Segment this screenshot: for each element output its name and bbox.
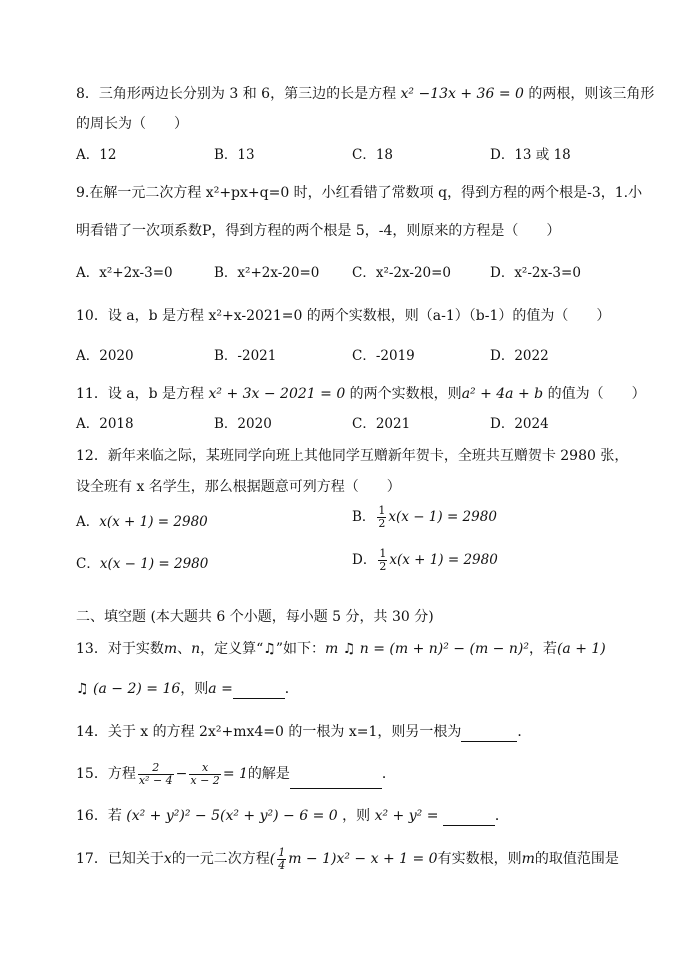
q12-option-d-fraction — [378, 548, 387, 573]
q16-end: ． — [494, 808, 509, 824]
q13-sep: 、 — [177, 641, 192, 657]
question-12-line-1: 12．新年来临之际，某班同学向班上其他同学互赠新年贺卡，全班共互赠贺卡 2980 张， — [76, 448, 629, 464]
question-17-line-1 — [76, 844, 634, 874]
q13-expression: (a + 1) — [556, 641, 606, 657]
q8-text-b: 的两根，则该三角形 — [523, 86, 655, 102]
section-2-heading: 二、填空题 (本大题共 6 个小题，每小题 5 分，共 30 分) — [76, 609, 434, 625]
q13-var-n: n — [191, 641, 201, 657]
q15-minus: − — [175, 766, 188, 782]
q13-answer-blank[interactable] — [233, 682, 285, 699]
q16-equation: (x² + y²)² − 5(x² + y²) − 6 = 0 — [126, 808, 338, 824]
question-12-line-2: 设全班有 x 名学生，那么根据题意可列方程（ ） — [76, 479, 401, 495]
fraction-denominator: x − 2 — [190, 773, 220, 787]
q12-option-c-equation: x(x − 1) = 2980 — [99, 556, 209, 572]
q12-option-c — [76, 554, 208, 574]
q17-end: 的取值范围是 — [534, 851, 619, 867]
q17-suffix: 有实数根，则 — [437, 851, 522, 867]
q9-option-c: C．x²-2x-20=0 — [352, 265, 452, 281]
q8-option-b: B．13 — [214, 147, 255, 163]
q11-text-a: 11．设 a，b 是方程 — [76, 386, 209, 402]
q17-prefix: 17．已知关于 — [76, 851, 164, 867]
q10-option-b: B．-2021 — [214, 348, 277, 364]
q11-option-a: A．2018 — [76, 416, 134, 432]
q17-mid: 的一元二次方程 — [171, 851, 270, 867]
q13-text-a: 13．对于实数 — [76, 641, 164, 657]
q9-option-d: D．x²-2x-3=0 — [490, 265, 581, 281]
q13-text-b: ，定义算“♫”如下： — [200, 641, 326, 657]
q13-line2-text: ，则 — [180, 681, 209, 697]
q16-prefix: 16．若 — [76, 808, 127, 824]
fraction-denominator: 2 — [378, 517, 386, 530]
q17-var-m: m — [521, 851, 535, 867]
q12-option-d — [352, 548, 498, 573]
q15-suffix: 的解是 — [247, 766, 290, 782]
q16-mid: ，则 — [337, 808, 375, 824]
q12-option-b-equation: x(x − 1) = 2980 — [388, 509, 497, 525]
fraction-denominator: x² − 4 — [138, 773, 173, 787]
fraction-numerator: 1 — [378, 504, 386, 517]
q17-open-paren: ( — [269, 851, 276, 867]
q11-expression: a² + 4a + b — [461, 386, 544, 402]
q8-option-a: A．12 — [76, 147, 117, 163]
q10-option-a: A．2020 — [76, 348, 134, 364]
question-10-line-1: 10．设 a，b 是方程 x²+x-2021=0 的两个实数根，则（a-1）（b-1）的值为（ ） — [76, 308, 611, 324]
q11-option-b: B．2020 — [214, 416, 272, 432]
fraction-numerator: 2 — [138, 762, 174, 775]
q13-var-a: a = — [208, 681, 233, 697]
fraction-numerator: 1 — [278, 845, 286, 859]
q12-option-a-label: A． — [76, 514, 100, 530]
q15-equals: = 1 — [222, 766, 248, 782]
q14-end: ． — [517, 724, 532, 740]
question-16-line-1 — [76, 806, 634, 826]
question-15-line-1 — [76, 759, 634, 789]
q8-equation: x² −13x + 36 = 0 — [400, 86, 524, 102]
q15-answer-blank[interactable] — [290, 766, 382, 789]
q9-option-b: B．x²+2x-20=0 — [214, 265, 320, 281]
q9-option-a: A．x²+2x-3=0 — [76, 265, 173, 281]
q11-option-c: C．2021 — [352, 416, 411, 432]
q16-answer-blank[interactable] — [443, 809, 495, 826]
q8-option-d: D．13 或 18 — [490, 147, 571, 163]
q8-option-c: C．18 — [352, 147, 394, 163]
fraction-denominator: 4 — [278, 858, 286, 872]
fraction-numerator: x — [189, 762, 220, 775]
q11-option-d: D．2024 — [490, 416, 549, 432]
q15-end: ． — [381, 766, 396, 782]
q13-var-m: m — [163, 641, 178, 657]
q16-expression: x² + y² = — [374, 808, 439, 824]
question-8-line-1 — [76, 84, 655, 104]
q12-option-b-label: B． — [352, 509, 376, 525]
q11-text-b: 的两个实数根，则 — [345, 386, 462, 402]
q13-text-c: ，若 — [528, 641, 557, 657]
fraction-numerator: 1 — [379, 547, 387, 560]
question-8-line-2: 的周长为（ ） — [76, 116, 188, 132]
question-13-line-2 — [76, 679, 634, 699]
q8-text-a: 8．三角形两边长分别为 3 和 6，第三边的长是方程 — [76, 86, 401, 102]
q13-definition: m ♫ n = (m + n)² − (m − n)² — [325, 641, 529, 657]
q11-text-c: 的值为（ ） — [543, 386, 646, 402]
q13-end: ． — [284, 681, 299, 697]
q13-line2-expression: ♫ (a − 2) = 16 — [76, 681, 181, 697]
q12-option-b — [352, 505, 497, 530]
q14-text: 14．关于 x 的方程 2x²+mx4=0 的一根为 x=1，则另一根为 — [76, 724, 462, 740]
question-13-line-1 — [76, 639, 634, 659]
q12-option-d-equation: x(x + 1) = 2980 — [389, 552, 498, 568]
q12-option-a — [76, 512, 208, 532]
fraction-denominator: 2 — [379, 560, 387, 573]
q12-option-c-label: C． — [76, 556, 100, 572]
q17-equation: m − 1)x² − x + 1 = 0 — [288, 851, 438, 867]
q14-answer-blank[interactable] — [461, 725, 517, 742]
q17-var-x: x — [163, 851, 172, 867]
question-9-line-1: 9.在解一元二次方程 x²+px+q=0 时，小红看错了常数项 q，得到方程的两个根是-3，1.小 — [76, 185, 643, 201]
q12-option-a-equation: x(x + 1) = 2980 — [99, 514, 208, 530]
q15-prefix: 15．方程 — [76, 766, 136, 782]
q15-fraction-2 — [189, 762, 220, 787]
question-9-line-2: 明看错了一次项系数P，得到方程的两个根是 5，-4，则原来的方程是（ ） — [76, 223, 561, 239]
q12-option-b-fraction — [377, 505, 386, 530]
q17-fraction — [277, 847, 286, 872]
q15-fraction-1 — [138, 762, 174, 787]
q10-option-c: C．-2019 — [352, 348, 415, 364]
question-11-line-1 — [76, 384, 646, 404]
q10-option-d: D．2022 — [490, 348, 549, 364]
question-14-line-1 — [76, 722, 634, 742]
q11-equation: x² + 3x − 2021 = 0 — [208, 386, 346, 402]
q12-option-d-label: D． — [352, 552, 377, 568]
